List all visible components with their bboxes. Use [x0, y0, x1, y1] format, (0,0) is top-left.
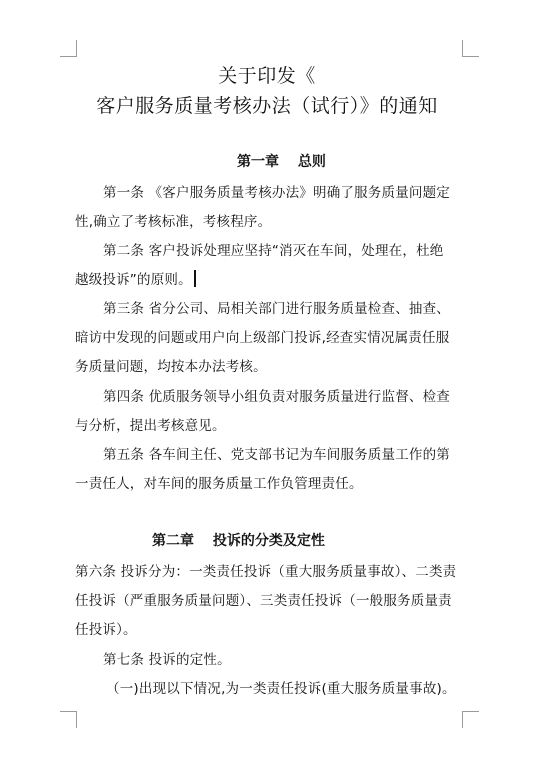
article-1-line-2: 性,确立了考核标准，考核程序。: [75, 214, 272, 230]
crop-mark-bottom-left: [60, 711, 77, 728]
clause-1-line: （一)出现以下情况,为一类责任投诉(重大服务质量事故)。: [106, 681, 456, 697]
article-3-line-3: 务质量问题，均按本办法考核。: [75, 359, 267, 375]
article-2-line-2: 越级投诉”的原则。: [75, 272, 192, 288]
document-title-line-2: 客户服务质量考核办法（试行）》的通知: [96, 95, 438, 117]
chapter-2-heading: 第二章 投诉的分类及定性: [152, 533, 325, 549]
article-5-line-2: 一责任人，对车间的服务质量工作负管理责任。: [75, 476, 363, 492]
article-3-line-1: 第三条 省分公司、局相关部门进行服务质量检查、抽查、: [103, 301, 450, 317]
crop-mark-top-right: [462, 40, 479, 57]
crop-mark-bottom-right: [462, 711, 479, 728]
article-3-line-2: 暗访中发现的问题或用户向上级部门投诉,经查实情况属责任服: [75, 330, 450, 346]
document-title-line-1: 关于印发《: [218, 65, 316, 87]
article-1-line-1: 第一条 《客户服务质量考核办法》明确了服务质量问题定: [103, 185, 450, 201]
article-4-line-1: 第四条 优质服务领导小组负责对服务质量进行监督、检查: [103, 389, 450, 405]
article-6-line-3: 任投诉）。: [75, 622, 137, 638]
article-7-line: 第七条 投诉的定性。: [103, 652, 231, 668]
text-cursor: [194, 270, 196, 287]
article-6-line-1: 第六条 投诉分为：一类责任投诉（重大服务质量事故）、二类责: [75, 564, 457, 580]
article-5-line-1: 第五条 各车间主任、党支部书记为车间服务质量工作的第: [103, 447, 450, 463]
article-4-line-2: 与分析，提出考核意见。: [75, 418, 226, 434]
chapter-1-heading: 第一章 总则: [237, 154, 326, 170]
article-2-line-2-wrap: [75, 268, 196, 288]
article-2-line-1: 第二条 客户投诉处理应坚持“消灭在车间，处理在，杜绝: [103, 243, 444, 259]
article-6-line-2: 任投诉（严重服务质量问题）、三类责任投诉（一般服务质量责: [75, 593, 452, 609]
crop-mark-top-left: [60, 40, 77, 57]
